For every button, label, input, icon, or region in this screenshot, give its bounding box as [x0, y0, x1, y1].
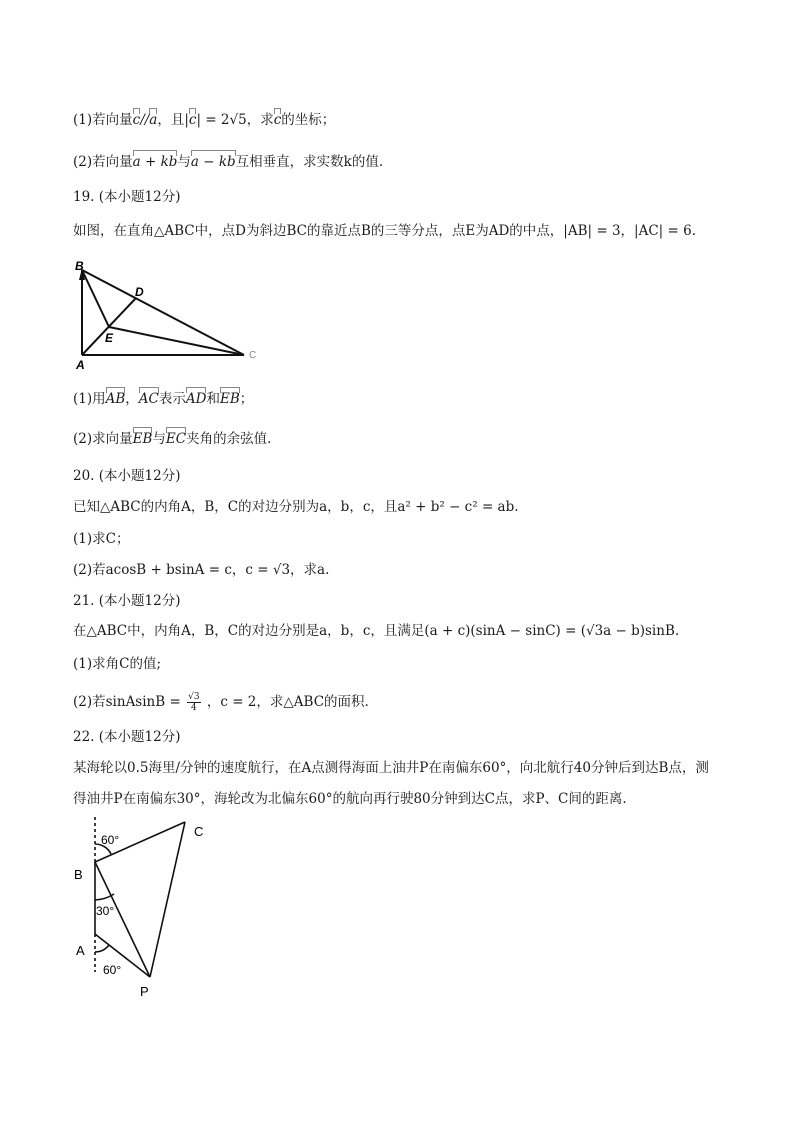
label-p: P: [140, 984, 149, 999]
q21-part2: [73, 692, 369, 713]
angle-label-bottom: 60°: [103, 963, 122, 977]
q18-p1-mid: ，且|: [157, 112, 189, 128]
segment-bp: [95, 862, 150, 977]
q22-stem-line2: 得油井P在南偏东30°，海轮改为北偏东60°的航向再行驶80分钟到达C点，求P、C间的距离.: [73, 791, 627, 807]
q21-header: 21. (本小题12分): [73, 593, 181, 609]
angle-label-top: 60°: [101, 833, 120, 847]
q19-p1-and: 和: [206, 391, 220, 407]
q19-p2-with: 与: [152, 431, 166, 447]
label-d: D: [135, 285, 144, 299]
q19-part1: [73, 390, 253, 408]
q20-stem: 已知△ABC的内角A，B，C的对边分别为a，b，c，且a² + b² − c² = ab.: [73, 499, 519, 515]
q19-stem: 如图，在直角△ABC中，点D为斜边BC的靠近点B的三等分点，点E为AD的中点，|AB| = 3，|AC| = 6.: [73, 223, 697, 239]
q21-p2-prefix: (2)若sinAsinB =: [73, 694, 181, 710]
vector-expr-diff: a − kb: [190, 154, 236, 170]
q18-p2-prefix: (2)若向量: [73, 154, 133, 170]
q18-p1-suffix: 的坐标；: [281, 112, 336, 128]
q20-header: 20. (本小题12分): [73, 468, 181, 484]
q20-part2: (2)若acosB + bsinA = c，c = √3，求a.: [73, 562, 330, 578]
q19-p1-suffix: ；: [239, 391, 254, 407]
vector-eb: EB: [219, 391, 240, 407]
vector-expr-sum: a + kb: [132, 154, 178, 170]
vector-c-abs: c: [188, 112, 197, 128]
label-a: A: [76, 358, 85, 372]
fraction-numerator: √3: [188, 692, 200, 702]
q21-p2-suffix: ，c = 2，求△ABC的面积.: [206, 694, 369, 710]
vector-a: a: [149, 112, 158, 128]
label-b: B: [74, 867, 83, 882]
q18-part2: [73, 153, 383, 171]
q19-header: 19. (本小题12分): [73, 189, 181, 205]
q18-part1: [73, 111, 335, 129]
q19-p2-suffix: 夹角的余弦值.: [186, 431, 272, 447]
vector-ad: AD: [185, 391, 207, 407]
vector-ac: AC: [138, 391, 159, 407]
q19-part2: [73, 430, 271, 448]
vector-ec: EC: [165, 431, 187, 447]
label-a: A: [76, 943, 85, 958]
label-c: C: [194, 824, 204, 839]
fraction-denominator: 4: [190, 703, 197, 713]
vector-eb-2: EB: [132, 431, 153, 447]
q19-p2-prefix: (2)求向量: [73, 431, 133, 447]
label-e: E: [105, 331, 114, 345]
q18-p1-eq: | = 2√5，求: [196, 112, 274, 128]
q19-triangle-figure: [72, 258, 272, 376]
q22-stem-line1: 某海轮以0.5海里/分钟的速度航行，在A点测得海面上油井P在南偏东60°，向北航行40分钟后到达B点，测: [73, 760, 709, 776]
segment-cp: [150, 822, 185, 977]
q19-p1-mid: 表示: [158, 391, 186, 407]
q18-p1-prefix: (1)若向量: [73, 112, 133, 128]
q19-p1-sep: ，: [125, 391, 139, 407]
fraction: [187, 692, 200, 713]
vector-c-target: c: [273, 112, 282, 128]
q21-part1: (1)求角C的值;: [73, 656, 162, 672]
q18-p2-suffix: 互相垂直，求实数k的值.: [235, 154, 384, 170]
q20-part1: (1)求C；: [73, 531, 130, 547]
angle-arc-bottom: [95, 945, 109, 952]
segment-eb: [82, 270, 109, 327]
q18-p2-with: 与: [177, 154, 191, 170]
vector-ab: AB: [105, 391, 126, 407]
q21-stem: 在△ABC中，内角A，B，C的对边分别是a，b，c，且满足(a + c)(sinA − sinC) = (√3a − b)sinB.: [73, 623, 680, 639]
label-b: B: [75, 259, 84, 273]
q19-p1-prefix: (1)用: [73, 391, 106, 407]
label-c: C: [249, 350, 257, 361]
q22-navigation-figure: [70, 812, 220, 1002]
segment-ec: [109, 327, 244, 355]
q22-header: 22. (本小题12分): [73, 729, 181, 745]
vector-c: c: [132, 112, 141, 128]
parallel-sign: //: [140, 112, 150, 128]
angle-label-mid: 30°: [96, 904, 115, 918]
